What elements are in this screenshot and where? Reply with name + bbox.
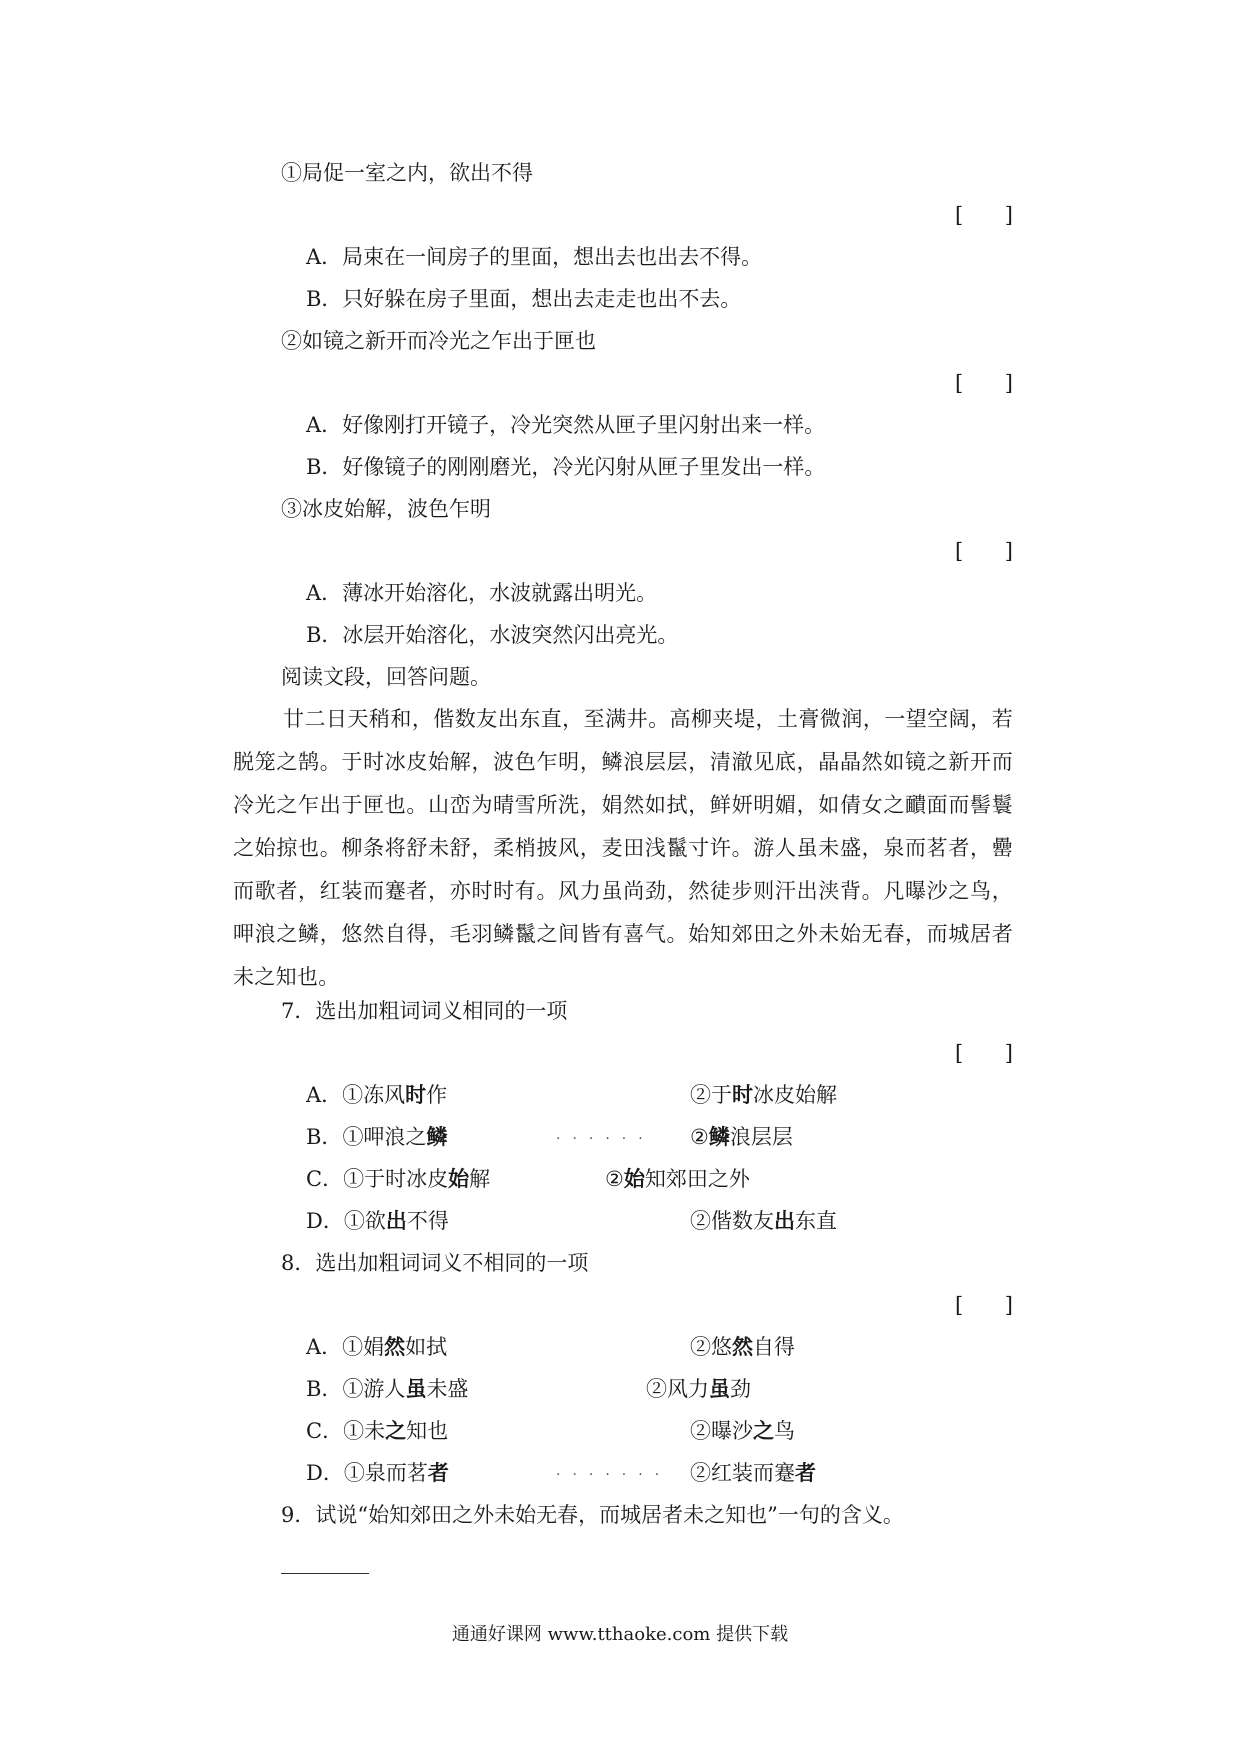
- page-footer: 通通好课网 www.tthaoke.com 提供下载: [451, 1624, 789, 1645]
- q8-option-a-part2: ②悠然自得: [690, 1334, 795, 1359]
- item-1-stem: ①局促一室之内，欲出不得: [281, 161, 533, 185]
- item-1-option-a: A．局束在一间房子的里面，想出去也出去不得。: [306, 245, 763, 269]
- q7-option-b-part2: ②鳞浪层层: [690, 1124, 793, 1149]
- emphasis-dots: ·······: [556, 1467, 672, 1483]
- bold-word: 之: [385, 1418, 407, 1443]
- bold-word: 然: [384, 1334, 406, 1359]
- q8-option-d-part2: ②红装而蹇者: [690, 1460, 816, 1485]
- q8-option-b-part1: B．①游人虽未盛: [306, 1376, 469, 1401]
- q7-option-a-part2: ②于时冰皮始解: [690, 1082, 837, 1107]
- q7-option-c-part2: ②始知郊田之外: [605, 1166, 750, 1191]
- answer-bracket-item-1: [ ]: [955, 203, 1013, 227]
- bold-word: 者: [427, 1460, 449, 1485]
- q7-option-d-part2: ②偕数友出东直: [690, 1208, 837, 1233]
- footnote-rule: [281, 1573, 369, 1574]
- q8-option-a-part1: A．①娟然如拭: [306, 1334, 448, 1359]
- question-9-stem: 9．试说“始知郊田之外未始无春，而城居者未之知也”一句的含义。: [281, 1503, 904, 1527]
- bold-word: 出: [774, 1208, 795, 1233]
- bold-word: 始: [448, 1166, 470, 1191]
- q7-option-a-part1: A．①冻风时作: [306, 1082, 448, 1107]
- question-7-stem: 7．选出加粗词词义相同的一项: [281, 999, 568, 1023]
- item-3-option-a: A．薄冰开始溶化，水波就露出明光。: [306, 581, 658, 605]
- item-3-stem: ③冰皮始解，波色乍明: [281, 497, 491, 521]
- answer-bracket-q8: [ ]: [955, 1293, 1013, 1317]
- bold-word: 虽: [709, 1376, 730, 1401]
- bold-word: 出: [385, 1208, 407, 1233]
- item-2-option-a: A．好像刚打开镜子，冷光突然从匣子里闪射出来一样。: [306, 413, 826, 437]
- reading-passage: 廿二日天稍和，偕数友出东直，至满井。高柳夹堤，土膏微润，一望空阔，若脱笼之鹄。于时冰皮始解，波色乍明，鳞浪层层，清澈见底，晶晶然如镜之新开而冷光之乍出于匣也。山峦为晴雪所洗，娟然如拭，鲜妍明媚，如倩女之靧面而髻鬟之始掠也。柳条将舒未舒，柔梢披风，麦田浅鬣寸许。游人虽未盛，泉而茗者，罍而歌者，红装而蹇者，亦时时有。风力虽尚劲，然徒步则汗出浃背。凡曝沙之鸟，呷浪之鳞，悠然自得，毛羽鳞鬣之间皆有喜气。始知郊田之外未始无春，而城居者未之知也。: [233, 707, 1013, 989]
- answer-bracket-q7: [ ]: [955, 1041, 1013, 1065]
- q7-option-c-part1: C．①于时冰皮始解: [306, 1166, 491, 1191]
- q8-option-c-part1: C．①未之知也: [306, 1418, 449, 1443]
- item-2-stem: ②如镜之新开而冷光之乍出于匣也: [281, 329, 596, 353]
- item-3-option-b: B．冰层开始溶化，水波突然闪出亮光。: [306, 623, 679, 647]
- bold-word: 然: [732, 1334, 753, 1359]
- answer-bracket-item-2: [ ]: [955, 371, 1013, 395]
- item-2-option-b: B．好像镜子的刚刚磨光，冷光闪射从匣子里发出一样。: [306, 455, 826, 479]
- q8-option-d-part1: D．①泉而茗者: [306, 1460, 449, 1485]
- bold-word: 虽: [405, 1376, 427, 1401]
- q8-option-c-part2: ②曝沙之鸟: [690, 1418, 795, 1443]
- item-1-option-b: B．只好躲在房子里面，想出去走走也出不去。: [306, 287, 742, 311]
- bold-word: 鳞: [426, 1124, 448, 1149]
- bold-word: 鳞: [708, 1124, 730, 1149]
- answer-bracket-item-3: [ ]: [955, 539, 1013, 563]
- bold-word: 始: [623, 1166, 645, 1191]
- bold-word: 者: [795, 1460, 816, 1485]
- bold-word: 时: [405, 1082, 427, 1107]
- emphasis-dots: ······: [556, 1131, 655, 1147]
- bold-word: 时: [732, 1082, 753, 1107]
- question-8-stem: 8．选出加粗词词义不相同的一项: [281, 1251, 589, 1275]
- reading-intro: 阅读文段，回答问题。: [281, 665, 491, 689]
- q7-option-b-part1: B．①呷浪之鳞: [306, 1124, 448, 1149]
- q8-option-b-part2: ②风力虽劲: [646, 1376, 751, 1401]
- q7-option-d-part1: D．①欲出不得: [306, 1208, 449, 1233]
- bold-word: 之: [753, 1418, 774, 1443]
